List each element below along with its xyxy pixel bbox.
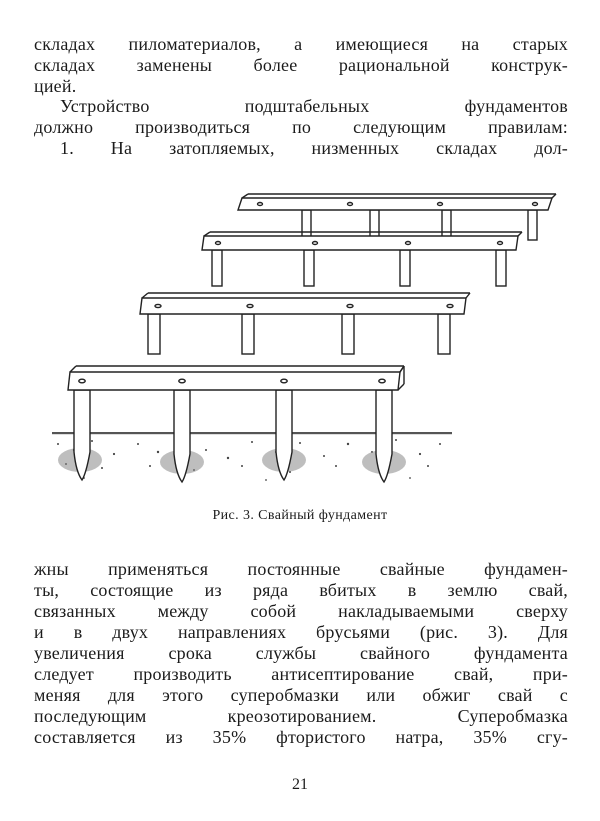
pile-foundation-figure [30,182,570,494]
text-line: связанных между собой накладываемыми сверху [34,601,568,621]
text-line: и в двух направлениях брусьями (рис. 3). Для [34,622,568,642]
text-line: меняя для этого суперобмазки или обжиг свай с [34,685,568,705]
paragraph-bottom [34,559,568,748]
text-line: складах пиломатериалов, а имеющиеся на старых [34,34,568,54]
paragraph-rules [34,96,568,159]
text-line: жны применяться постоянные свайные фундамен- [34,559,568,579]
pile-row-3 [140,293,470,354]
pile-row-1 [238,194,556,240]
pile-row-2 [202,232,522,286]
text-line: последующим креозотированием. Суперобмазка [34,706,568,726]
text-line: следует производить антисептирование свай, при- [34,664,568,684]
text-line: складах заменены более рациональной конструк- [34,55,568,75]
page-number: 21 [292,776,308,793]
text-line: цией. [34,76,77,96]
paragraph-top [34,34,568,97]
text-line: Устройство подштабельных фундаментов [60,96,568,116]
text-line: 1. На затопляемых, низменных складах дол- [60,138,568,158]
pile-foundation-drawing [30,182,570,494]
text-line: увеличения срока службы свайного фундамента [34,643,568,663]
text-line: составляется из 35% фтористого натра, 35% сгу- [34,727,568,747]
text-line: должно производиться по следующим правилам: [34,117,568,137]
text-line: ты, состоящие из ряда вбитых в землю свай, [34,580,568,600]
pile-row-front [68,366,404,482]
figure-caption: Рис. 3. Свайный фундамент [212,508,388,523]
